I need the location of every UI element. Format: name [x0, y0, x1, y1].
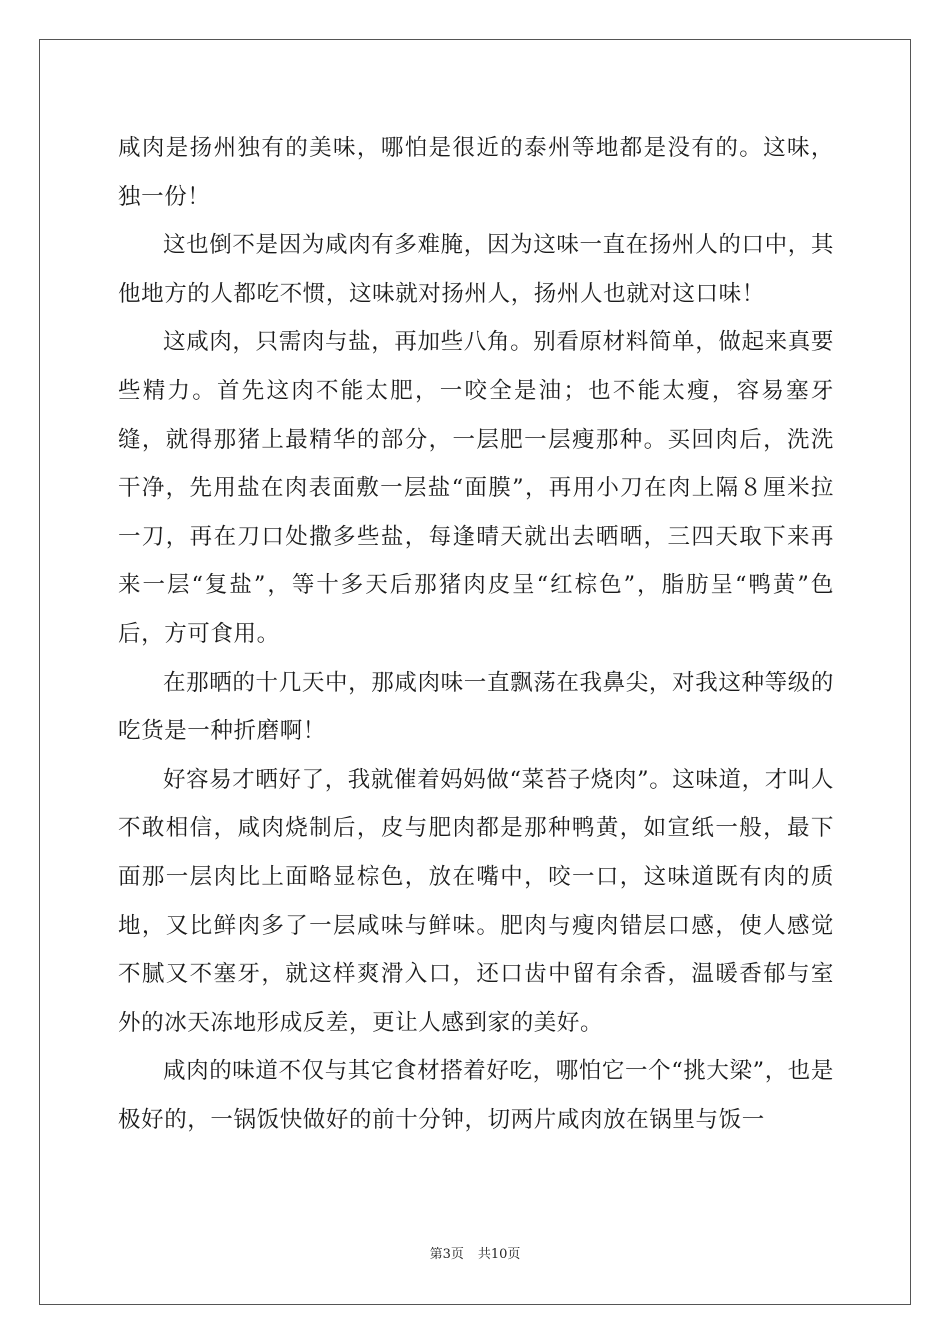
page-number: 第3页	[429, 1247, 464, 1262]
paragraph-5: 好容易才晒好了，我就催着妈妈做“菜苔子烧肉”。这味道，才叫人不敢相信，咸肉烧制后，皮与肥肉都是那种鸭黄，如宣纸一般，最下面那一层肉比上面略显棕色，放在嘴中，咬一口，这味道既有肉的质地，又比鲜肉多了一层咸味与鲜味。肥肉与瘦肉错层口感，使人感觉不腻又不塞牙，就这样爽滑入口，还口齿中留有余香，温暖香郁与室外的冰天冻地形成反差，更让人感到家的美好。	[118, 766, 835, 1036]
paragraph-2: 这也倒不是因为咸肉有多难腌，因为这味一直在扬州人的口中，其他地方的人都吃不惯，这味就对扬州人，扬州人也就对这口味！	[118, 232, 834, 307]
page-footer	[0, 1246, 950, 1264]
paragraph-6: 咸肉的味道不仅与其它食材搭着好吃，哪怕它一个“挑大梁”，也是极好的，一锅饭快做好的前十分钟，切两片咸肉放在锅里与饭一	[118, 1058, 835, 1133]
document-body	[118, 124, 834, 1144]
page-total: 共10页	[477, 1247, 521, 1262]
paragraph-3: 这咸肉，只需肉与盐，再加些八角。别看原材料简单，做起来真要些精力。首先这肉不能太肥，一咬全是油；也不能太瘦，容易塞牙缝，就得那猪上最精华的部分，一层肥一层瘦那种。买回肉后，洗洗干净，先用盐在肉表面敷一层盐“面膜”，再用小刀在肉上隔８厘米拉一刀，再在刀口处撒多些盐，每逢晴天就出去晒晒，三四天取下来再来一层“复盐”，等十多天后那猪肉皮呈“红棕色”，脂肪呈“鸭黄”色后，方可食用。	[118, 329, 834, 647]
paragraph-1: 咸肉是扬州独有的美味，哪怕是很近的泰州等地都是没有的。这味，独一份！	[118, 135, 834, 210]
paragraph-4: 在那晒的十几天中，那咸肉味一直飘荡在我鼻尖，对我这种等级的吃货是一种折磨啊！	[118, 669, 834, 745]
